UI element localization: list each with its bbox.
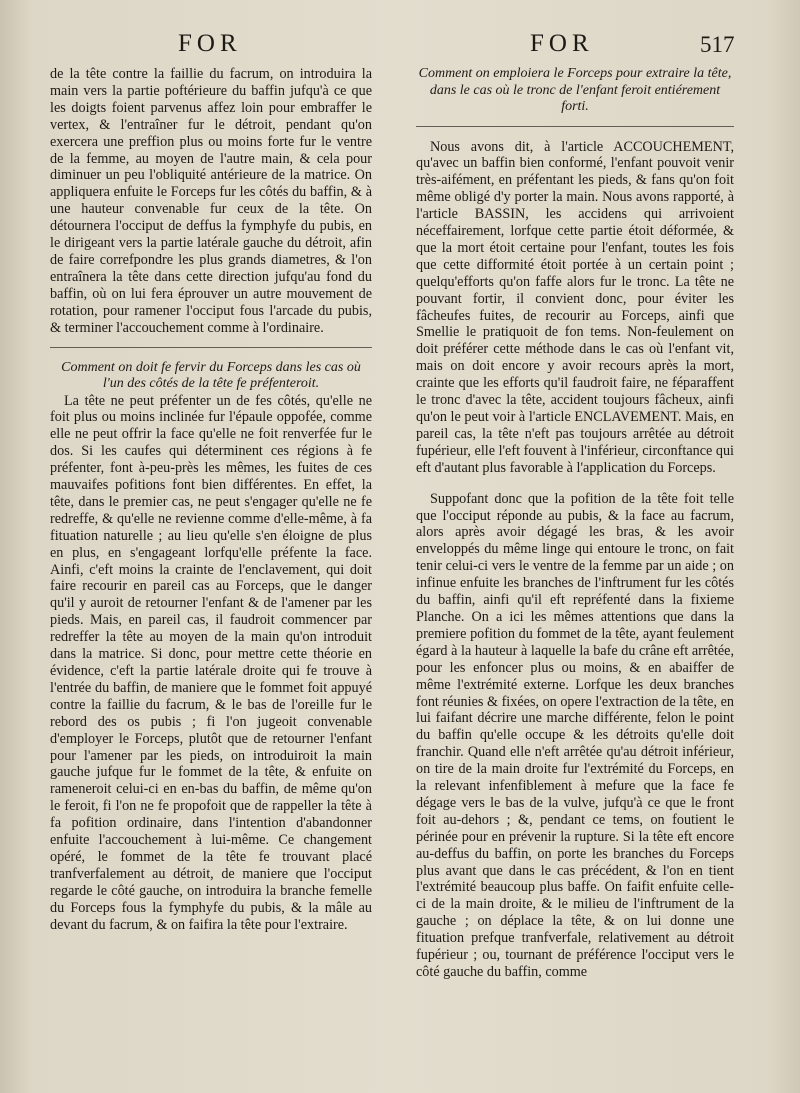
- section-rule: [416, 126, 734, 127]
- left-paragraph-1: de la tête contre la faillie du facrum, on introduira la main vers la partie poftérieure du baffin jufqu'à ce que les doigts foient parvenus affez loin pour embraffer le vertex, & l'entraîner fur le détroit, pendant qu'on exercera une preffion plus ou moins forte fur le ventre de la femme, au moyen de l'autre main, & cela pour diminuer un peu l'obliquité antérieure de la matrice. On appliquera enfuite le Forceps fur les côtés du baffin, & à une hauteur convenable fur ceux de la tête. On détournera l'occiput de deffus la fymphyfe du pubis, en le dirigeant vers la partie latérale gauche du détroit, afin de faire correfpondre les plus grands diametres, & l'on entraînera la tête dans cette direction jufqu'au fond du baffin, où on lui fera éprouver un autre mouvement de rotation, pour ramener l'occiput fous l'arcade du pubis, & terminer l'accouchement comme à l'ordinaire.: [50, 66, 372, 336]
- left-section-heading: Comment on doit fe fervir du Forceps dans les cas où l'un des côtés de la tête fe préfenteroit.: [61, 359, 361, 391]
- section-rule: [50, 347, 372, 348]
- right-column: [416, 66, 734, 981]
- left-paragraph-2: La tête ne peut préfenter un de fes côtés, qu'elle ne foit plus ou moins inclinée fur l'épaule oppofée, comme elle ne peut offrir la face qu'elle ne foit renverfée fur le dos. Si les caufes qui déterminent ces régions à fe préfenter, font à-peu-près les mêmes, les fuites de ces mauvaifes pofitions font bien différentes. En effet, la tête, dans le premier cas, ne peut s'engager qu'elle ne fe redreffe, & qu'elle ne revienne comme d'elle-même, à fa fituation naturelle ; au lieu qu'elle s'en éloigne de plus en plus, en s'engageant lorfqu'elle préfente la face. Ainfi, c'eft moins la crainte de l'enclavement, qui doit faire recourir en pareil cas au Forceps, que le danger qu'il y auroit de retourner l'enfant & de l'amener par les pieds. Mais, en pareil cas, il faudroit commencer par redreffer la tête au moyen de la main qu'on introduit dans la matrice. Si donc, pour mettre cette théorie en évidence, c'eft la partie latérale droite qui fe trouve à l'entrée du baffin, de maniere que le fommet foit appuyé contre la faillie du facrum, & le bas de l'oreille fur le rebord des os pubis ; fi l'on jugeoit convenable d'employer le Forceps, plutôt que de retourner l'enfant pour l'amener par les pieds, on introduiroit la main gauche jufque fur le fommet de la tête, & enfuite on rameneroit celui-ci en en-bas du baffin, de même qu'on le feroit, fi l'on ne fe propofoit que de rappeller la tête à fa pofition ordinaire, dans l'intention d'abandonner enfuite l'accouchement à lui-même. Ce changement opéré, le fommet de la tête fe trouvant placé tranfverfalement au détroit, de maniere que l'occiput regarde le côté gauche, on introduira la branche femelle du Forceps fous la fymphyfe du pubis, & la mâle au devant du facrum, & on faifira la tête pour l'extraire.: [50, 392, 372, 933]
- running-head-left: FOR: [178, 30, 242, 57]
- left-column: [50, 66, 372, 934]
- page-number: 517: [700, 32, 735, 57]
- running-head-right: FOR: [530, 30, 594, 57]
- page-header: [0, 30, 800, 66]
- right-paragraph-1: Nous avons dit, à l'article ACCOUCHEMENT, qu'avec un baffin bien conformé, l'enfant pouvoit venir très-aifément, en préfentant les pieds, & fans qu'on foit même obligé d'y porter la main. Nous avons rapporté, à l'article BASSIN, les accidens qui arrivoient néceffairement, lorfque cette partie étoit déformée, & que la mort étoit certaine pour l'enfant, toutes les fois que cette difformité étoit portée à un certain point ; quelqu'efforts qu'on faffe alors fur le tronc. La tête ne pouvant fortir, il convient donc, pour éviter les fâcheufes fuites, de recourir au Forceps, ainfi que Smellie le pratiquoit de fon tems. Non-feulement on doit préférer cette méthode dans le cas où l'enfant vit, mais on doit encore y avoir recours après la mort, crainte que les efforts qu'il faudroit faire, ne féparaffent le tronc d'avec la tête, accident toujours fâcheux, ainfi qu'on le peut voir à l'article ENCLAVEMENT. Mais, en pareil cas, la tête n'eft pas toujours arrêtée au détroit fupérieur, elle l'eft fouvent à l'inférieur, circonftance qui eft d'autant plus favorable à l'application du Forceps.: [416, 138, 734, 476]
- right-paragraph-2: Suppofant donc que la pofition de la tête foit telle que l'occiput réponde au pubis, & la face au facrum, alors après avoir dégagé les bras, & les avoir enveloppés du même linge qui entoure le tronc, on fait tenir celui-ci vers le ventre de la femme par un aide ; on infinue enfuite les branches de l'inftrument fur les côtés du baffin, ainfi qu'il eft repréfenté dans la fixieme Planche. On a ici les mêmes attentions que dans la premiere pofition du fommet de la tête, ayant feulement égard à la hauteur à laquelle la bafe du crâne eft arrêtée, pour les enfoncer plus ou moins, & en abaiffer de même l'extrémité externe. Lorfque les deux branches font réunies & fixées, on opere l'extraction de la tête, en lui faifant décrire une marche différente, felon le point du baffin qu'elle occupe & les détroits qu'elle doit franchir. Quand elle n'eft arrêtée qu'au détroit inférieur, on tire de la main droite fur l'extrémité du Forceps, en la relevant infenfiblement à mefure que la face fe dégage vers le bas de la vulve, jufqu'à ce que le front foit au-dehors ; &, pendant ce tems, on foutient le périnée pour en prévenir la rupture. Si la tête eft encore au-deffus du baffin, on porte les branches du Forceps plus avant que dans le cas précédent, & l'on en tient l'extrémité beaucoup plus baffe. On faifit enfuite celle-ci de la main droite, & le milieu de l'inftrument de la gauche ; on déplace la tête, & on lui donne une fituation prefque tranfverfale, relativement au détroit fupérieur ; ou, tournant de préférence l'occiput vers le côté gauche du baffin, comme: [416, 490, 734, 980]
- right-section-heading: Comment on emploiera le Forceps pour extraire la tête, dans le cas où le tronc de l'enfant feroit entiérement forti.: [418, 66, 732, 114]
